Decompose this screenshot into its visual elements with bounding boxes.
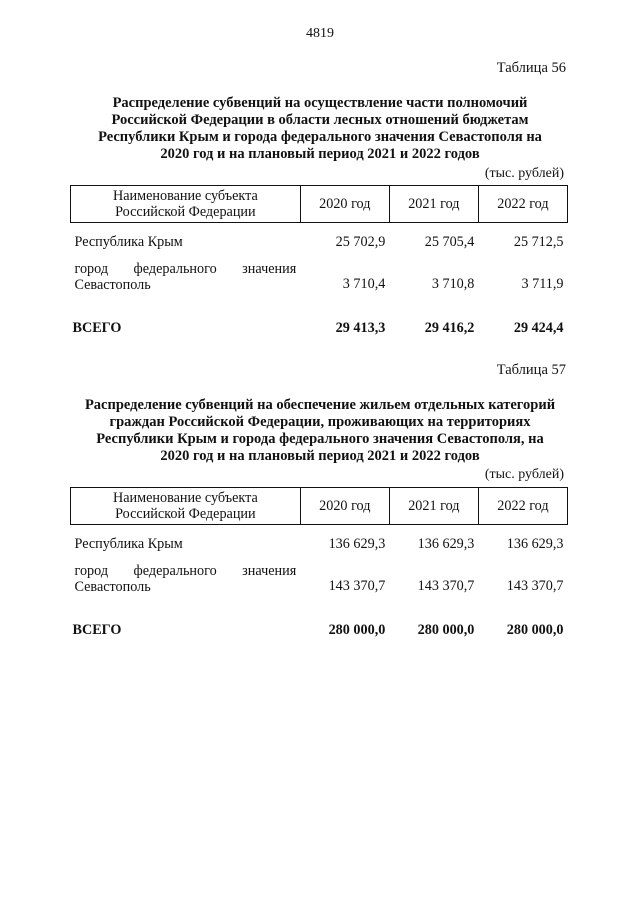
header-2020: 2020 год (300, 186, 389, 223)
subject-name (71, 251, 301, 293)
title-line: 2020 год и на плановый период 2021 и 2022 годов (160, 146, 480, 162)
value-2020: 136 629,3 (328, 536, 386, 552)
header-2021: 2021 год (389, 488, 478, 525)
subvention-table-57 (70, 487, 568, 639)
table-56-label: Таблица 56 (496, 60, 566, 76)
title-line: Российской Федерации в области лесных отношений бюджетам (111, 112, 529, 128)
header-subject-name (71, 186, 301, 223)
total-2021: 29 416,2 (424, 320, 475, 336)
value-2020: 143 370,7 (328, 578, 386, 594)
subject-name: Республика Крым (74, 536, 183, 552)
header-2022: 2022 год (478, 186, 567, 223)
name-word: город (74, 563, 109, 579)
header-row (71, 488, 568, 525)
name-word: федерального (133, 261, 217, 277)
table-row (71, 231, 568, 251)
title-line: Республики Крым и города федерального значения Севастополя на (98, 129, 542, 145)
name-line: Севастополь (74, 277, 151, 293)
header-line: Российской Федерации (115, 506, 256, 522)
title-line: Распределение субвенций на обеспечение жильем отдельных категорий (84, 397, 556, 413)
header-line: Российской Федерации (115, 204, 256, 220)
subject-name (71, 553, 301, 595)
total-label: ВСЕГО (72, 320, 122, 336)
subvention-table-56 (70, 185, 568, 337)
total-row (71, 293, 568, 337)
table-57-label: Таблица 57 (496, 362, 566, 378)
value-2022: 136 629,3 (506, 536, 564, 552)
value-2021: 143 370,7 (417, 578, 475, 594)
table-row (71, 533, 568, 553)
value-2022: 3 711,9 (521, 276, 564, 292)
value-2021: 25 705,4 (424, 234, 475, 250)
header-2020: 2020 год (300, 488, 389, 525)
header-subject-name (71, 488, 301, 525)
name-line: Севастополь (74, 579, 151, 595)
units-label: (тыс. рублей) (484, 166, 564, 181)
total-2020: 29 413,3 (335, 320, 386, 336)
name-word: значения (242, 563, 297, 579)
total-2022: 29 424,4 (513, 320, 564, 336)
value-2022: 25 712,5 (513, 234, 564, 250)
total-label: ВСЕГО (72, 622, 122, 638)
table-57-title (64, 397, 576, 465)
header-line: Наименование субъекта (112, 188, 258, 204)
header-line: Наименование субъекта (112, 490, 258, 506)
name-word: город (74, 261, 109, 277)
name-word: значения (242, 261, 297, 277)
name-word: федерального (133, 563, 217, 579)
value-2022: 143 370,7 (506, 578, 564, 594)
header-2022: 2022 год (478, 488, 567, 525)
title-line: Республики Крым и города федерального значения Севастополя, на (96, 431, 544, 447)
total-2020: 280 000,0 (328, 622, 386, 638)
title-line: Распределение субвенций на осуществление части полномочий (112, 95, 528, 111)
total-2021: 280 000,0 (417, 622, 475, 638)
units-label: (тыс. рублей) (484, 467, 564, 482)
title-line: 2020 год и на плановый период 2021 и 2022 годов (160, 448, 480, 464)
page-number: 4819 (306, 26, 334, 41)
value-2020: 25 702,9 (335, 234, 386, 250)
table-56-title (70, 95, 570, 163)
header-row (71, 186, 568, 223)
header-2021: 2021 год (389, 186, 478, 223)
value-2020: 3 710,4 (342, 276, 386, 292)
total-row (71, 595, 568, 639)
value-2021: 3 710,8 (431, 276, 475, 292)
table-row (71, 553, 568, 595)
table-row (71, 251, 568, 293)
value-2021: 136 629,3 (417, 536, 475, 552)
subject-name: Республика Крым (74, 234, 183, 250)
title-line: граждан Российской Федерации, проживающих на территориях (109, 414, 531, 430)
total-2022: 280 000,0 (506, 622, 564, 638)
